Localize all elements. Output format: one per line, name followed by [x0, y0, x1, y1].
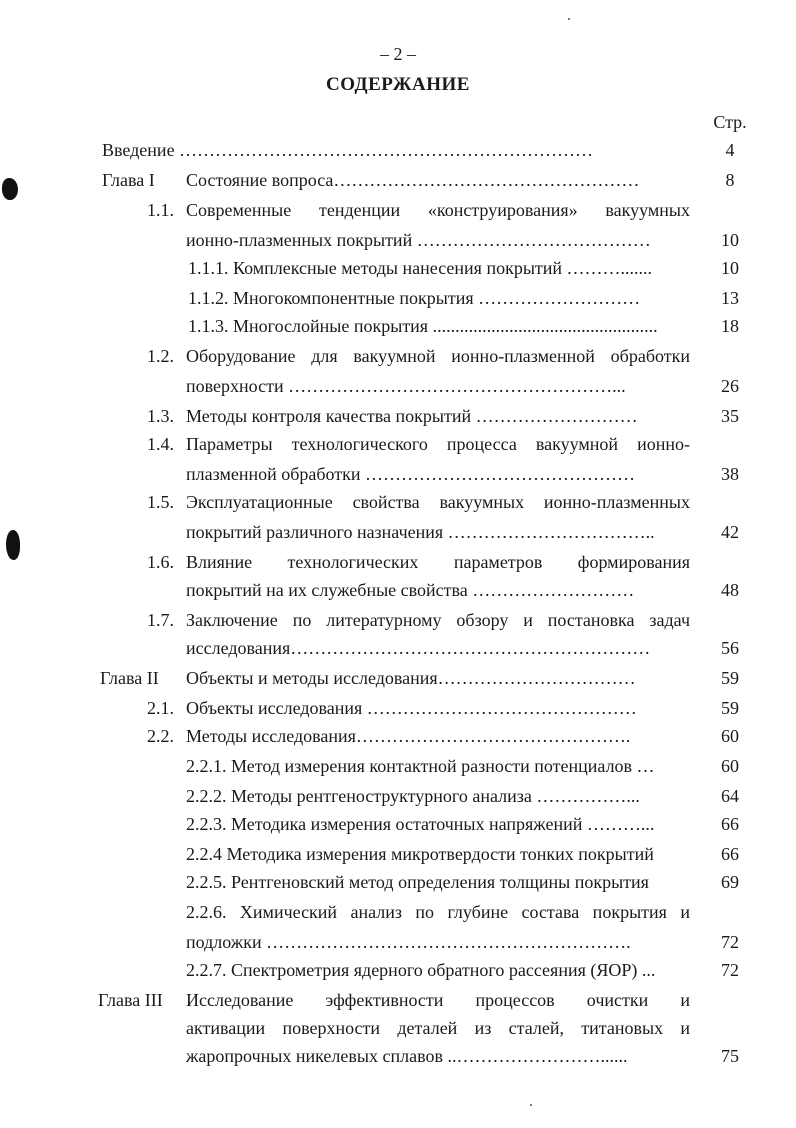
- toc-entry-text: Методы исследования……………………………………….: [186, 726, 631, 746]
- toc-entry: [0, 664, 796, 692]
- toc-entry: [0, 196, 796, 224]
- toc-entry-page: 69: [721, 872, 739, 892]
- toc-entry-number: 1.3.: [147, 406, 174, 426]
- toc-entry-page: 38: [721, 464, 739, 484]
- toc-entry-number: Глава II: [100, 668, 159, 688]
- toc-entry-text: покрытий на их служебные свойства ………………………: [186, 580, 635, 600]
- toc-entry-page: 13: [721, 288, 739, 308]
- toc-entry-page: 10: [721, 230, 739, 250]
- toc-entry: [0, 312, 796, 340]
- toc-entry-text: подложки …………………………………………………….: [186, 932, 631, 952]
- toc-entry-page: 66: [721, 844, 739, 864]
- toc-entry-text: исследования……………………………………………………: [186, 638, 651, 658]
- toc-entry-continuation: [0, 1014, 796, 1042]
- toc-entry-text: 2.2.7. Спектрометрия ядерного обратного рассеяния (ЯОР) ...: [186, 960, 656, 980]
- toc-entry-text: 2.2.1. Метод измерения контактной разности потенциалов …: [186, 756, 655, 776]
- punch-hole-mark: [2, 178, 18, 200]
- toc-entry-page: 66: [721, 814, 739, 834]
- toc-entry-text: активации поверхности деталей из сталей, титановых и: [186, 1018, 690, 1038]
- toc-entry-number: 2.1.: [147, 698, 174, 718]
- toc-entry-text: ионно-плазменных покрытий …………………………………: [186, 230, 651, 250]
- toc-entry-text: Методы контроля качества покрытий ………………………: [186, 406, 638, 426]
- toc-entry-text: 1.1.2. Многокомпонентные покрытия ………………………: [188, 288, 641, 308]
- toc-entry: [0, 810, 796, 838]
- toc-entry-text: плазменной обработки ………………………………………: [186, 464, 636, 484]
- page-number: – 2 –: [380, 44, 416, 64]
- toc-entry-page: 4: [725, 140, 735, 160]
- toc-entry-continuation: [0, 928, 796, 956]
- toc-entry: [0, 488, 796, 516]
- toc-entry-text: 1.1.3. Многослойные покрытия ..................................................: [188, 316, 658, 336]
- toc-entry-text: Исследование эффективности процессов очистки и: [186, 990, 690, 1010]
- toc-entry-number: Глава I: [102, 170, 155, 190]
- toc-entry-continuation: [0, 460, 796, 488]
- toc-entry-number: 1.1.: [147, 200, 174, 220]
- toc-entry: [0, 694, 796, 722]
- toc-entry-page: 10: [721, 258, 739, 278]
- toc-entry-text: 2.2.5. Рентгеновский метод определения толщины покрытия: [186, 872, 649, 892]
- toc-entry-page: 59: [721, 698, 739, 718]
- toc-entry: [0, 430, 796, 458]
- toc-entry-text: покрытий различного назначения ……………………………..: [186, 522, 655, 542]
- toc-entry-page: 72: [721, 932, 739, 952]
- toc-entry: [0, 956, 796, 984]
- toc-entry-number: Глава III: [98, 990, 163, 1010]
- toc-entry: [0, 606, 796, 634]
- toc-entry: [0, 868, 796, 896]
- toc-entry-text: Заключение по литературному обзору и постановка задач: [186, 610, 690, 630]
- toc-entry-page: 60: [721, 726, 739, 746]
- toc-entry-number: 1.6.: [147, 552, 174, 572]
- toc-entry: [0, 342, 796, 370]
- toc-entry-page: 48: [721, 580, 739, 600]
- toc-entry-text: Влияние технологических параметров формирования: [186, 552, 690, 572]
- toc-entry: [0, 782, 796, 810]
- toc-entry-page: 56: [721, 638, 739, 658]
- toc-entry-page: 18: [721, 316, 739, 336]
- toc-entry-continuation: [0, 576, 796, 604]
- toc-entry: [0, 548, 796, 576]
- toc-entry-text: 2.2.3. Методика измерения остаточных напряжений ………...: [186, 814, 655, 834]
- toc-entry-number: 1.4.: [147, 434, 174, 454]
- scan-speck: [568, 18, 570, 20]
- toc-entry-text: 2.2.2. Методы рентгеноструктурного анализа ……………...: [186, 786, 640, 806]
- toc-entry: [0, 752, 796, 780]
- toc-entry-page: 60: [721, 756, 739, 776]
- toc-entry-text: поверхности ………………………………………………...: [186, 376, 626, 396]
- toc-entry: [0, 986, 796, 1014]
- toc-entry-page: 26: [721, 376, 739, 396]
- toc-entry-text: Введение ……………………………………………………………: [102, 140, 594, 160]
- toc-entry-number: 2.2.: [147, 726, 174, 746]
- toc-entry: [0, 254, 796, 282]
- toc-entry: [0, 840, 796, 868]
- toc-entry-continuation: [0, 372, 796, 400]
- toc-entry-page: 8: [725, 170, 735, 190]
- toc-entry: [0, 898, 796, 926]
- toc-entry-page: 75: [721, 1046, 739, 1066]
- toc-entry-text: жаропрочных никелевых сплавов ..……………………......: [186, 1046, 628, 1066]
- toc-entry: [0, 402, 796, 430]
- toc-entry-text: 2.2.4 Методика измерения микротвердости тонких покрытий: [186, 844, 654, 864]
- toc-entry-text: Современные тенденции «конструирования» вакуумных: [186, 200, 690, 220]
- toc-entry-text: Параметры технологического процесса вакуумной ионно-: [186, 434, 690, 454]
- toc-entry-text: Объекты и методы исследования……………………………: [186, 668, 636, 688]
- page-title: СОДЕРЖАНИЕ: [326, 74, 470, 95]
- toc-entry-text: 2.2.6. Химический анализ по глубине состава покрытия и: [186, 902, 690, 922]
- page-column-header: Стр.: [713, 112, 747, 132]
- toc-entry-page: 59: [721, 668, 739, 688]
- toc-entry: [0, 722, 796, 750]
- toc-entry-continuation: [0, 1042, 796, 1070]
- toc-entry-text: Оборудование для вакуумной ионно-плазменной обработки: [186, 346, 690, 366]
- toc-entry-page: 64: [721, 786, 739, 806]
- toc-entry-continuation: [0, 634, 796, 662]
- toc-entry: [0, 136, 796, 164]
- toc-entry-number: 1.5.: [147, 492, 174, 512]
- scan-speck: [530, 1104, 532, 1106]
- toc-entry-number: 1.2.: [147, 346, 174, 366]
- toc-entry: [0, 284, 796, 312]
- toc-entry-page: 35: [721, 406, 739, 426]
- toc-entry-continuation: [0, 226, 796, 254]
- punch-hole-mark: [6, 530, 20, 560]
- toc-entry-continuation: [0, 518, 796, 546]
- toc-entry: [0, 166, 796, 194]
- toc-entry-text: Эксплуатационные свойства вакуумных ионно-плазменных: [186, 492, 690, 512]
- toc-entry-text: Состояние вопроса……………………………………………: [186, 170, 640, 190]
- toc-entry-number: 1.7.: [147, 610, 174, 630]
- toc-entry-text: Объекты исследования ………………………………………: [186, 698, 637, 718]
- toc-entry-page: 42: [721, 522, 739, 542]
- toc-entry-page: 72: [721, 960, 739, 980]
- toc-entry-text: 1.1.1. Комплексные методы нанесения покрытий ……….......: [188, 258, 653, 278]
